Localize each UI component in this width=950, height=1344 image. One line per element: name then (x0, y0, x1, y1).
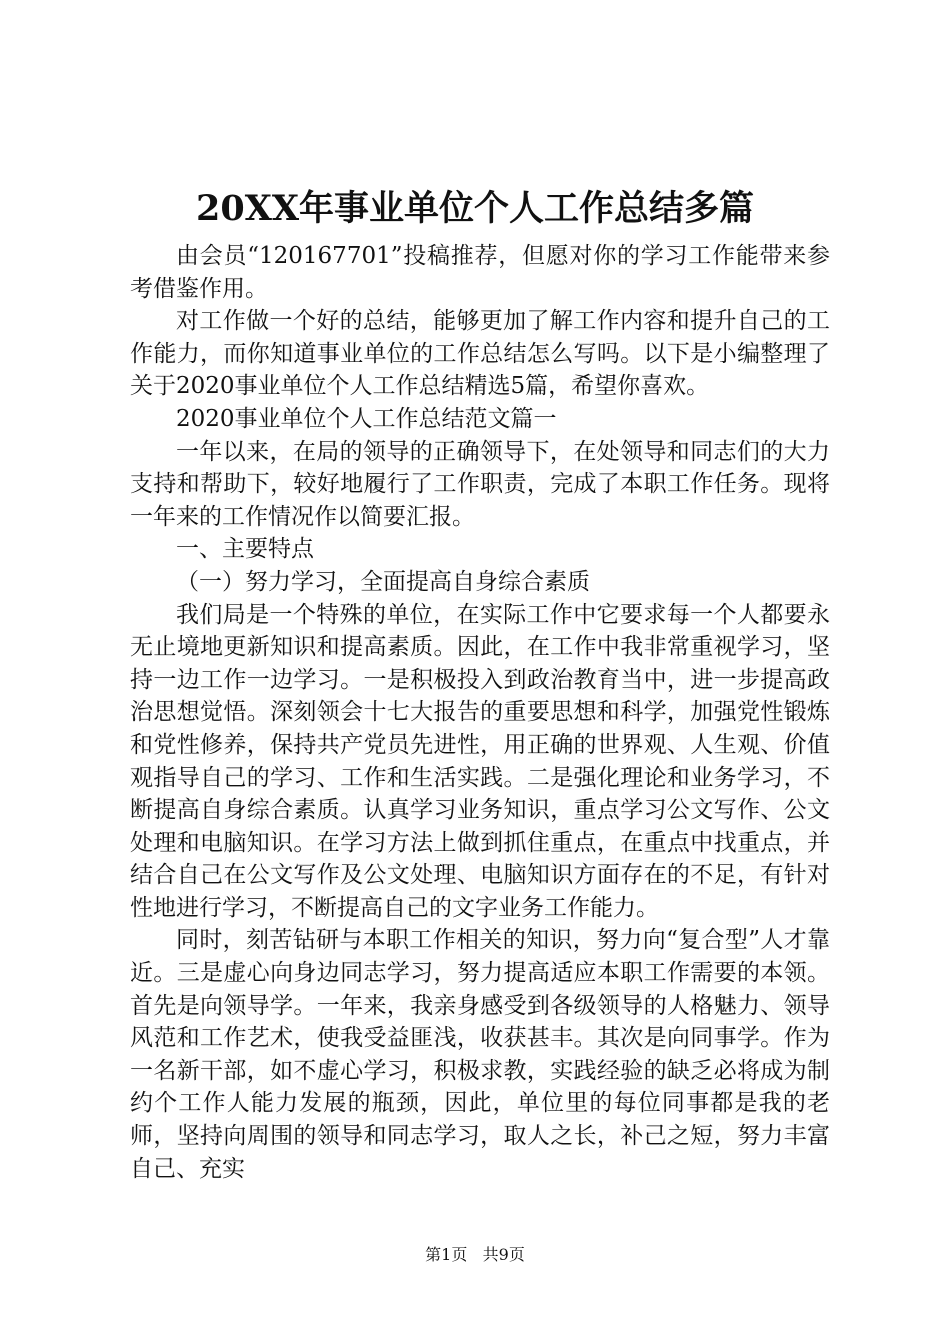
document-title: 20XX年事业单位个人工作总结多篇 (195, 188, 755, 229)
section-heading: 2020事业单位个人工作总结范文篇一 (176, 405, 557, 432)
page-footer (0, 1244, 950, 1266)
page-number: 第1页 (425, 1245, 468, 1264)
footer-separator (472, 1245, 477, 1264)
body-paragraph: 同时，刻苦钻研与本职工作相关的知识，努力向“复合型”人才靠近。三是虚心向身边同志学习，努力提高适应本职工作需要的本领。首先是向领导学。一年来，我亲身感受到各级领导的人格魅力、领导风范和工作艺术，使我受益匪浅，收获甚丰。其次是向同事学。作为一名新干部，如不虚心学习，积极求教，实践经验的缺乏必将成为制约个工作人能力发展的瓶颈，因此，单位里的每位同事都是我的老师，坚持向周围的领导和同志学习，取人之长，补己之短，努力丰富自己、充实 (130, 927, 830, 1182)
page-total: 共9页 (482, 1245, 525, 1264)
body-paragraph: 一年以来，在局的领导的正确领导下，在处领导和同志们的大力支持和帮助下，较好地履行了工作职责，完成了本职工作任务。现将一年来的工作情况作以简要汇报。 (130, 438, 830, 530)
subsection-heading: （一）努力学习，全面提高自身综合素质 (176, 568, 590, 595)
document-body (130, 240, 830, 1185)
summary-paragraph: 对工作做一个好的总结，能够更加了解工作内容和提升自己的工作能力，而你知道事业单位的工作总结怎么写吗。以下是小编整理了关于2020事业单位个人工作总结精选5篇，希望你喜欢。 (130, 308, 830, 400)
subsection-heading: 一、主要特点 (176, 536, 314, 563)
body-paragraph: 我们局是一个特殊的单位，在实际工作中它要求每一个人都要永无止境地更新知识和提高素质。因此，在工作中我非常重视学习，坚持一边工作一边学习。一是积极投入到政治教育当中，进一步提高政治思想觉悟。深刻领会十七大报告的重要思想和科学，加强党性锻炼和党性修养，保持共产党员先进性，用正确的世界观、人生观、价值观指导自己的学习、工作和生活实践。二是强化理论和业务学习，不断提高自身综合素质。认真学习业务知识，重点学习公文写作、公文处理和电脑知识。在学习方法上做到抓住重点，在重点中找重点，并结合自己在公文写作及公文处理、电脑知识方面存在的不足，有针对性地进行学习，不断提高自己的文字业务工作能力。 (130, 601, 830, 921)
intro-paragraph: 由会员“120167701”投稿推荐，但愿对你的学习工作能带来参考借鉴作用。 (130, 243, 830, 302)
